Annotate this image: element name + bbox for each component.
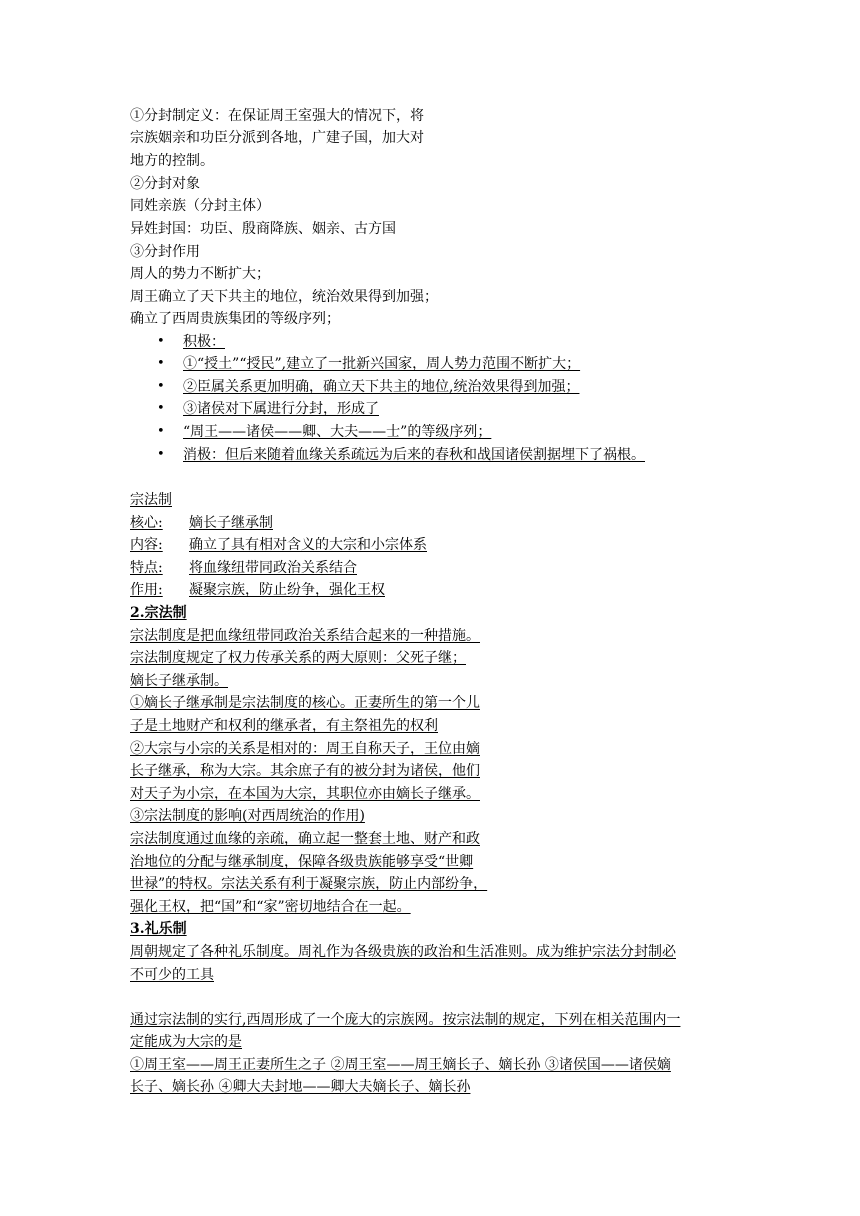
question-line: 定能成为大宗的是 xyxy=(130,1034,242,1050)
text-line: ①嫡长子继承制是宗法制度的核心。正妻所生的第一个儿 xyxy=(130,695,480,711)
row-value: 将血缘纽带同政治关系结合 xyxy=(189,560,357,576)
option-line: ①周王室——周王正妻所生之子 ②周王室——周王嫡长子、嫡长孙 ③诸侯国——诸侯嫡 xyxy=(130,1057,671,1073)
text-line: 异姓封国：功臣、殷商降族、姻亲、古方国 xyxy=(130,221,396,237)
bullet-icon: • xyxy=(157,401,165,416)
text-line: 嫡长子继承制。 xyxy=(130,673,228,689)
option-line: 长子、嫡长孙 ④卿大夫封地——卿大夫嫡长子、嫡长孙 xyxy=(130,1079,471,1095)
bullet-text: ②臣属关系更加明确，确立天下共主的地位,统治效果得到加强； xyxy=(183,379,580,395)
text-line: 周朝规定了各种礼乐制度。周礼作为各级贵族的政治和生活准则。成为维护宗法分封制必 xyxy=(130,944,676,960)
text-line: 地方的控制。 xyxy=(130,153,214,169)
bullet-text: ③诸侯对下属进行分封，形成了 xyxy=(183,401,379,417)
text-line: 宗法制度是把血缘纽带同政治关系结合起来的一种措施。 xyxy=(130,628,480,644)
bullet-icon: • xyxy=(157,334,165,349)
text-line: 世禄”的特权。宗法关系有利于凝聚宗族，防止内部纷争， xyxy=(130,876,488,892)
text-line: 治地位的分配与继承制度，保障各级贵族能够享受“世卿 xyxy=(130,854,474,870)
text-line: 宗族姻亲和功臣分派到各地，广建子国，加大对 xyxy=(130,130,424,146)
row-label: 作用: xyxy=(130,582,163,598)
text-line: 强化王权，把“国”和“家”密切地结合在一起。 xyxy=(130,899,411,915)
text-line: ②大宗与小宗的关系是相对的：周王自称天子，王位由嫡 xyxy=(130,741,480,757)
bullet-text: 积极： xyxy=(183,334,225,350)
text-line: 子是土地财产和权利的继承者，有主祭祖先的权利 xyxy=(130,718,438,734)
text-line: 同姓亲族（分封主体） xyxy=(130,198,270,214)
section-heading: 2.宗法制 xyxy=(130,605,187,621)
bullet-icon: • xyxy=(157,356,165,371)
bullet-icon: • xyxy=(157,379,165,394)
section-heading: 3.礼乐制 xyxy=(130,921,187,937)
text-line: 周王确立了天下共主的地位，统治效果得到加强； xyxy=(130,289,438,305)
text-line: ③分封作用 xyxy=(130,244,200,260)
bullet-text: ①“授土”“授民”,建立了一批新兴国家，周人势力范围不断扩大； xyxy=(183,356,581,372)
row-value: 凝聚宗族，防止纷争，强化王权 xyxy=(189,582,385,598)
row-label: 内容: xyxy=(130,537,163,553)
text-line: 对天子为小宗，在本国为大宗，其职位亦由嫡长子继承。 xyxy=(130,786,480,802)
section-title: 宗法制 xyxy=(130,492,172,508)
question-line: 通过宗法制的实行,西周形成了一个庞大的宗族网。按宗法制的规定，下列在相关范围内一 xyxy=(130,1012,681,1028)
text-line: 确立了西周贵族集团的等级序列； xyxy=(130,311,340,327)
text-line: 宗法制度规定了权力传承关系的两大原则：父死子继； xyxy=(130,650,466,666)
text-line: ①分封制定义：在保证周王室强大的情况下，将 xyxy=(130,108,424,124)
row-value: 确立了具有相对含义的大宗和小宗体系 xyxy=(189,537,427,553)
row-label: 核心: xyxy=(130,515,163,531)
row-value: 嫡长子继承制 xyxy=(189,515,273,531)
bullet-text: 消极：但后来随着血缘关系疏远为后来的春秋和战国诸侯割据埋下了祸根。 xyxy=(183,447,645,463)
text-line: 周人的势力不断扩大； xyxy=(130,266,270,282)
text-line: ②分封对象 xyxy=(130,176,200,192)
bullet-icon: • xyxy=(157,447,165,462)
bullet-text: “周王——诸侯——卿、大夫——士”的等级序列； xyxy=(183,424,492,440)
text-line: 宗法制度通过血缘的亲疏，确立起一整套土地、财产和政 xyxy=(130,831,480,847)
text-line: 不可少的工具 xyxy=(130,967,214,983)
text-line: 长子继承，称为大宗。其余庶子有的被分封为诸侯，他们 xyxy=(130,763,480,779)
row-label: 特点: xyxy=(130,560,163,576)
bullet-icon: • xyxy=(157,424,165,439)
text-line: ③宗法制度的影响(对西周统治的作用) xyxy=(130,808,365,824)
